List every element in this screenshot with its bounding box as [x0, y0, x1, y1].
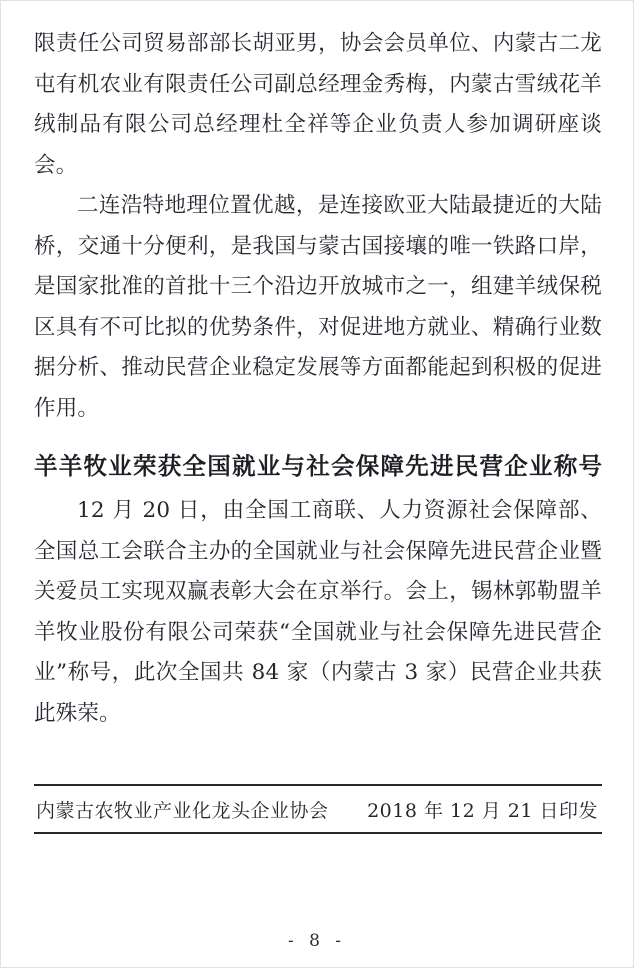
- article-heading: 羊羊牧业荣获全国就业与社会保障先进民营企业称号: [34, 452, 602, 480]
- print-date: 2018 年 12 月 21 日印发: [367, 799, 598, 822]
- paragraph-award: 12 月 20 日，由全国工商联、人力资源社会保障部、全国总工会联合主办的全国就业与社会保障先进民营企业暨关爱员工实现双赢表彰大会在京举行。会上，锡林郭勒盟羊羊牧业股份有限公司荣获“全国就业与社会保障先进民营企业”称号，此次全国共 84 家（内蒙古 3 家）民营企业共获此殊荣。: [34, 498, 602, 726]
- page-number: - 8 -: [287, 931, 347, 951]
- paragraph-erenhot: 二连浩特地理位置优越，是连接欧亚大陆最捷近的大陆桥，交通十分便利，是我国与蒙古国接壤的唯一铁路口岸，是国家批准的首批十三个沿边开放城市之一，组建羊绒保税区具有不可比拟的优势条件，对促进地方就业、精确行业数据分析、推动民营企业稳定发展等方面都能起到积极的促进作用。: [34, 193, 602, 421]
- colophon-bar: [34, 784, 602, 834]
- document-body: [34, 24, 602, 734]
- issuer-name: 内蒙古农牧业产业化龙头企业协会: [36, 799, 329, 822]
- paragraph-continuation: 限责任公司贸易部部长胡亚男，协会会员单位、内蒙古二龙屯有机农业有限责任公司副总经理金秀梅，内蒙古雪绒花羊绒制品有限公司总经理杜全祥等企业负责人参加调研座谈会。: [34, 31, 602, 178]
